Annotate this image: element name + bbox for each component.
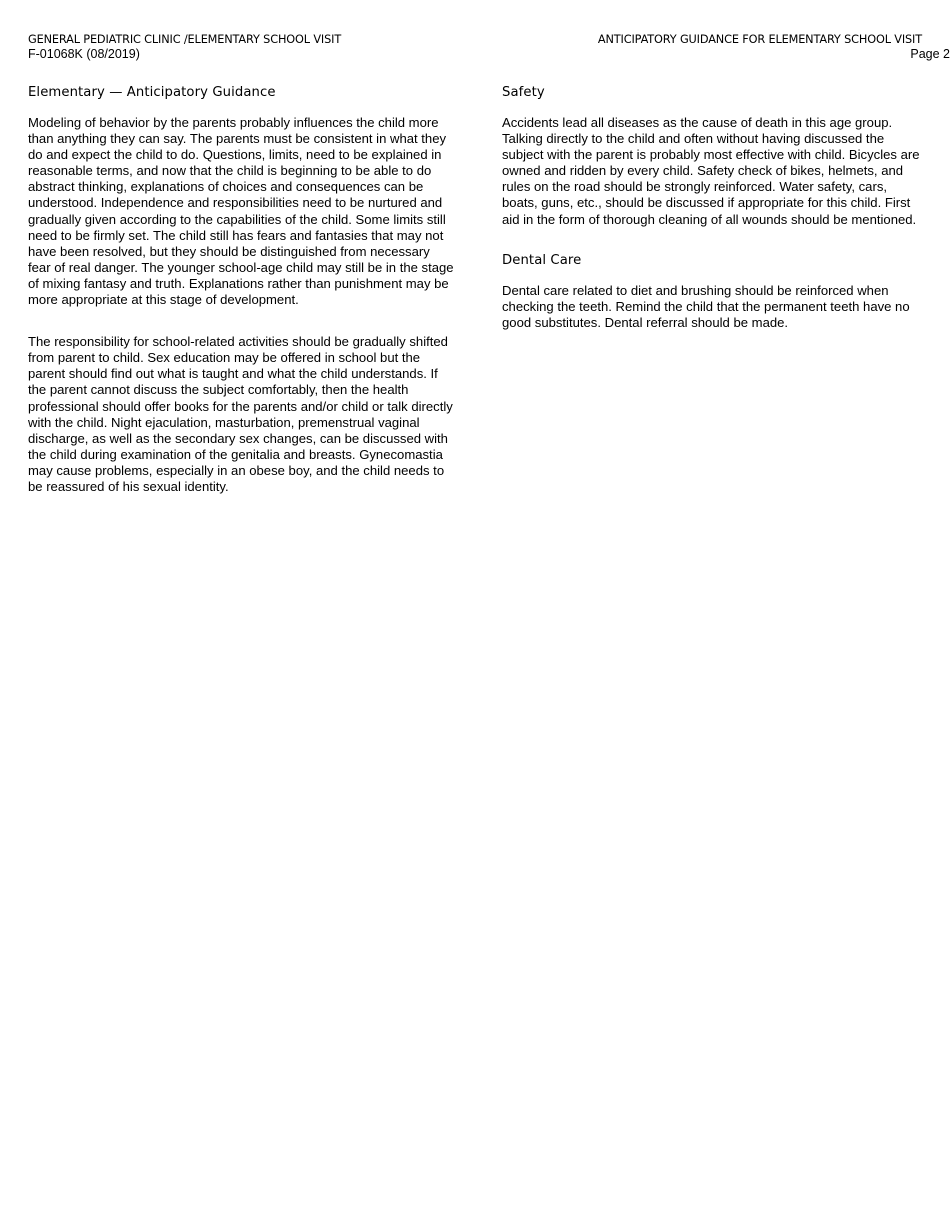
anticipatory-guidance-heading: Elementary — Anticipatory Guidance: [28, 85, 276, 100]
header-right: [530, 32, 950, 62]
guidance-title: ANTICIPATORY GUIDANCE FOR ELEMENTARY SCHOOL VISIT: [597, 33, 922, 46]
school-responsibility-paragraph: The responsibility for school-related activities should be gradually shifted from parent to child. Sex education may be offered in school but the parent should find out what is taught and what the child understands. If the parent cannot discuss the subject comfortably, then the health professional should offer books for the parents and/or child or talk directly with the child. Night ejaculation, masturbation, premenstrual vaginal discharge, as well as the secondary sex changes, can be discussed with the child during examination of the genitalia and breasts. Gynecomastia may cause problems, especially in an obese boy, and the child needs to be reassured of his sexual identity.: [28, 334, 453, 494]
safety-paragraph: Accidents lead all diseases as the cause of death in this age group. Talking directly to the child and often without having discussed the subject with the parent is probably most effective with child. Bicycles are owned and ridden by every child. Safety check of bikes, helmets, and rules on the road should be strongly reinforced. Water safety, cars, boats, guns, etc., should be discussed if appropriate for this child. First aid in the form of thorough cleaning of all wounds should be mentioned.: [502, 115, 920, 227]
page-number: Page 2: [910, 47, 950, 61]
dental-care-section: [502, 252, 926, 331]
dental-care-paragraph: Dental care related to diet and brushing should be reinforced when checking the teeth. Remind the child that the permanent teeth have no good substitutes. Dental referral should be made.: [502, 282, 910, 330]
left-column: [28, 84, 454, 495]
modeling-behavior-paragraph: Modeling of behavior by the parents probably influences the child more than anything they can say. The parents must be consistent in what they do and expect the child to do. Questions, limits, need to be explained in reasonable terms, and now that the child is beginning to be able to do abstract thinking, explanations of choices and consequences can be understood. Independence and responsibilities need to be nurtured and gradually given according to the capabilities of the child. Some limits still need to be firmly set. The child still has fears and fantasies that may not have been resolved, but they should be distinguished from necessary fear of real danger. The younger school-age child may still be in the stage of mixing fantasy and truth. Explanations rather than punishment may be more appropriate at this stage of development.: [28, 115, 454, 308]
page-header: [28, 32, 950, 66]
header-left: [28, 32, 448, 62]
form-number: F-01068K (08/2019): [28, 47, 140, 61]
clinic-visit-title: GENERAL PEDIATRIC CLINIC /ELEMENTARY SCHOOL VISIT: [28, 33, 342, 46]
safety-section: [502, 84, 926, 228]
safety-heading: Safety: [502, 85, 545, 100]
dental-care-heading: Dental Care: [502, 252, 582, 268]
right-column: [502, 84, 926, 331]
